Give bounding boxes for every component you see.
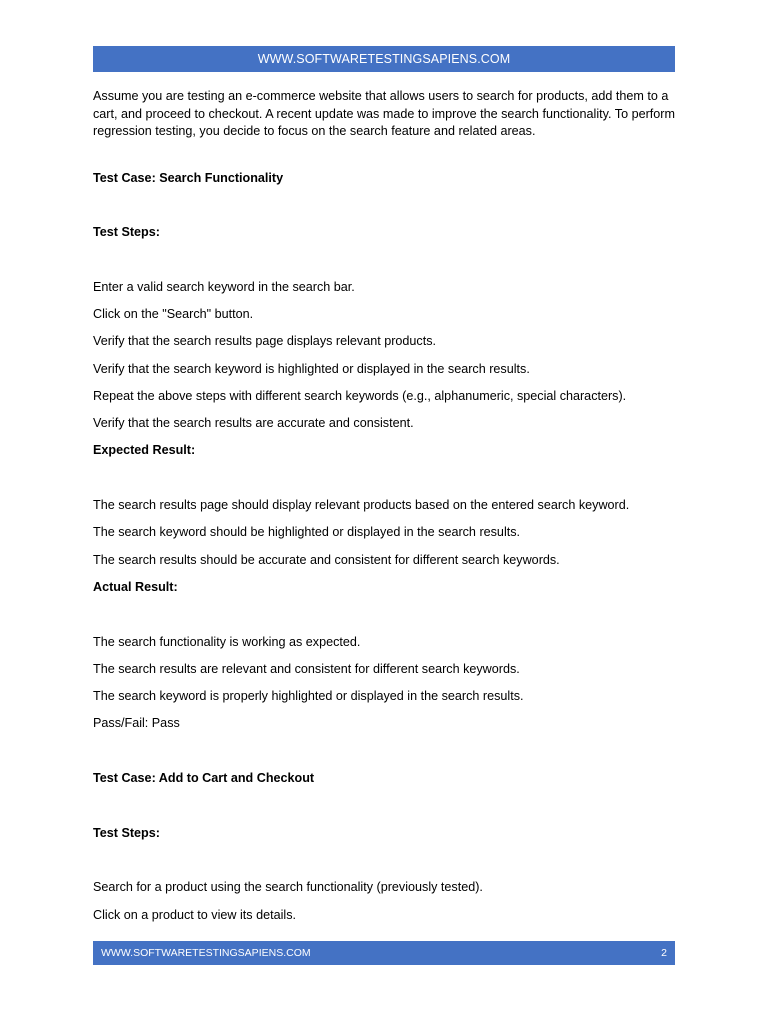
spacer (93, 741, 679, 768)
spacer (93, 468, 679, 495)
actual-result-1: The search functionality is working as expected. (93, 634, 361, 649)
expected-result-heading: Expected Result: (93, 443, 196, 458)
spacer (93, 850, 679, 877)
search-step-5: Repeat the above steps with different search keywords (e.g., alphanumeric, special characters). (93, 388, 627, 403)
search-step-2: Click on the "Search" button. (93, 306, 254, 321)
document-body (93, 88, 679, 932)
cart-step-2: Click on a product to view its details. (93, 907, 296, 922)
spacer (93, 795, 679, 822)
search-step-3: Verify that the search results page displays relevant products. (93, 334, 437, 349)
spacer (93, 195, 679, 222)
page-number: 2 (661, 947, 667, 959)
steps-heading-cart: Test Steps: (93, 825, 160, 840)
search-step-6: Verify that the search results are accurate and consistent. (93, 416, 414, 431)
actual-result-2: The search results are relevant and consistent for different search keywords. (93, 661, 520, 676)
actual-result-3: The search keyword is properly highlighted or displayed in the search results. (93, 689, 524, 704)
section-title-cart: Test Case: Add to Cart and Checkout (93, 771, 315, 786)
expected-result-1: The search results page should display relevant products based on the entered search keyword. (93, 498, 630, 513)
spacer (93, 604, 679, 631)
section-title-search: Test Case: Search Functionality (93, 170, 284, 185)
expected-result-3: The search results should be accurate and consistent for different search keywords. (93, 552, 560, 567)
footer-site-text: WWW.SOFTWARETESTINGSAPIENS.COM (101, 947, 311, 959)
cart-step-1: Search for a product using the search functionality (previously tested). (93, 880, 483, 895)
search-step-1: Enter a valid search keyword in the search bar. (93, 279, 355, 294)
actual-result-heading: Actual Result: (93, 579, 178, 594)
header-site-text: WWW.SOFTWARETESTINGSAPIENS.COM (257, 52, 511, 66)
search-step-4: Verify that the search keyword is highlighted or displayed in the search results. (93, 361, 530, 376)
page-footer (93, 941, 675, 965)
spacer (93, 249, 679, 276)
spacer (93, 141, 679, 168)
intro-paragraph: Assume you are testing an e-commerce website that allows users to search for products, add them to a cart, and proceed to checkout. A recent update was made to improve the search functionality. To perform regression testing, you decide to focus on the search feature and related areas. (93, 89, 675, 138)
expected-result-2: The search keyword should be highlighted or displayed in the search results. (93, 525, 521, 540)
page-header (93, 46, 675, 72)
pass-fail-status: Pass/Fail: Pass (93, 716, 180, 731)
steps-heading-search: Test Steps: (93, 225, 160, 240)
